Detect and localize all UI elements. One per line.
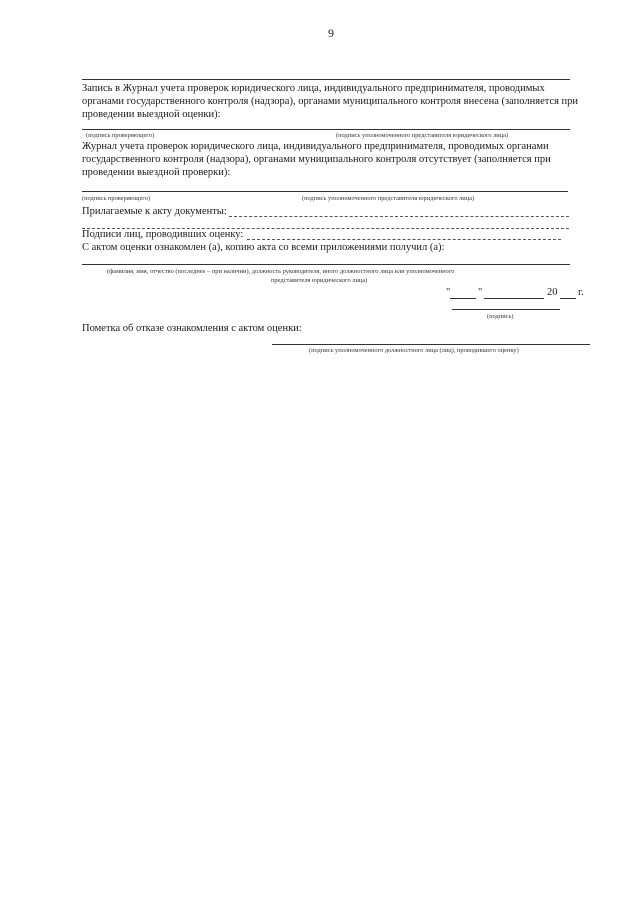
journal-missing-line1: Журнал учета проверок юридического лица, индивидуального предпринимателя, проводимых органами: [82, 141, 549, 152]
date-day-line: [450, 298, 476, 299]
date-year-prefix: 20: [547, 287, 558, 298]
refusal-line: [272, 344, 590, 345]
refusal-caption: (подпись уполномоченного должностного лица (лиц), проводившего оценку): [309, 347, 519, 354]
signature-line: [452, 309, 560, 310]
signatures-label: Подписи лиц, проводивших оценку:: [82, 229, 244, 240]
journal-entry-line3: проведении выездной оценки):: [82, 109, 221, 120]
date-month-line: [484, 298, 544, 299]
journal-missing-representative-caption: (подпись уполномоченного представителя юридического лица): [302, 195, 475, 202]
date-year-suffix: г.: [578, 287, 584, 298]
date-quote-close: ": [478, 287, 483, 298]
journal-missing-checker-caption: (подпись проверяющего): [82, 195, 151, 202]
acknowledged-caption-2: представителя юридического лица): [271, 277, 368, 284]
top-rule: [82, 79, 570, 80]
journal-missing-line3: проведении выездной проверки):: [82, 167, 231, 178]
page-number: 9: [328, 26, 334, 40]
signature-caption: (подпись): [487, 313, 514, 320]
journal-missing-signature-line: [82, 191, 568, 192]
journal-entry-signature-line: [82, 129, 570, 130]
attached-documents-label: Прилагаемые к акту документы:: [82, 206, 227, 217]
attached-documents-fill-line: [229, 216, 569, 217]
journal-entry-checker-caption: (подпись проверяющего): [86, 132, 155, 139]
journal-entry-line2: органами государственного контроля (надзора), органами муниципального контроля внесена (заполняется при: [82, 96, 579, 107]
refusal-label: Пометка об отказе ознакомления с актом оценки:: [82, 323, 302, 334]
acknowledged-caption-1: (фамилия, имя, отчество (последнее – при наличии), должность руководителя, иного должностного лица или уполномоченного: [107, 268, 455, 275]
acknowledged-line: [82, 264, 570, 265]
journal-entry-representative-caption: (подпись уполномоченного представителя юридического лица): [336, 132, 509, 139]
signatures-fill-line: [247, 239, 561, 240]
acknowledged-text: С актом оценки ознакомлен (а), копию акта со всеми приложениями получил (а):: [82, 242, 445, 253]
journal-entry-line1: Запись в Журнал учета проверок юридического лица, индивидуального предпринимателя, проводимых: [82, 83, 545, 94]
date-quote-open: ": [446, 287, 451, 298]
date-year-line: [560, 298, 576, 299]
journal-missing-line2: государственного контроля (надзора), органами муниципального контроля отсутствует (заполняется при: [82, 154, 551, 165]
